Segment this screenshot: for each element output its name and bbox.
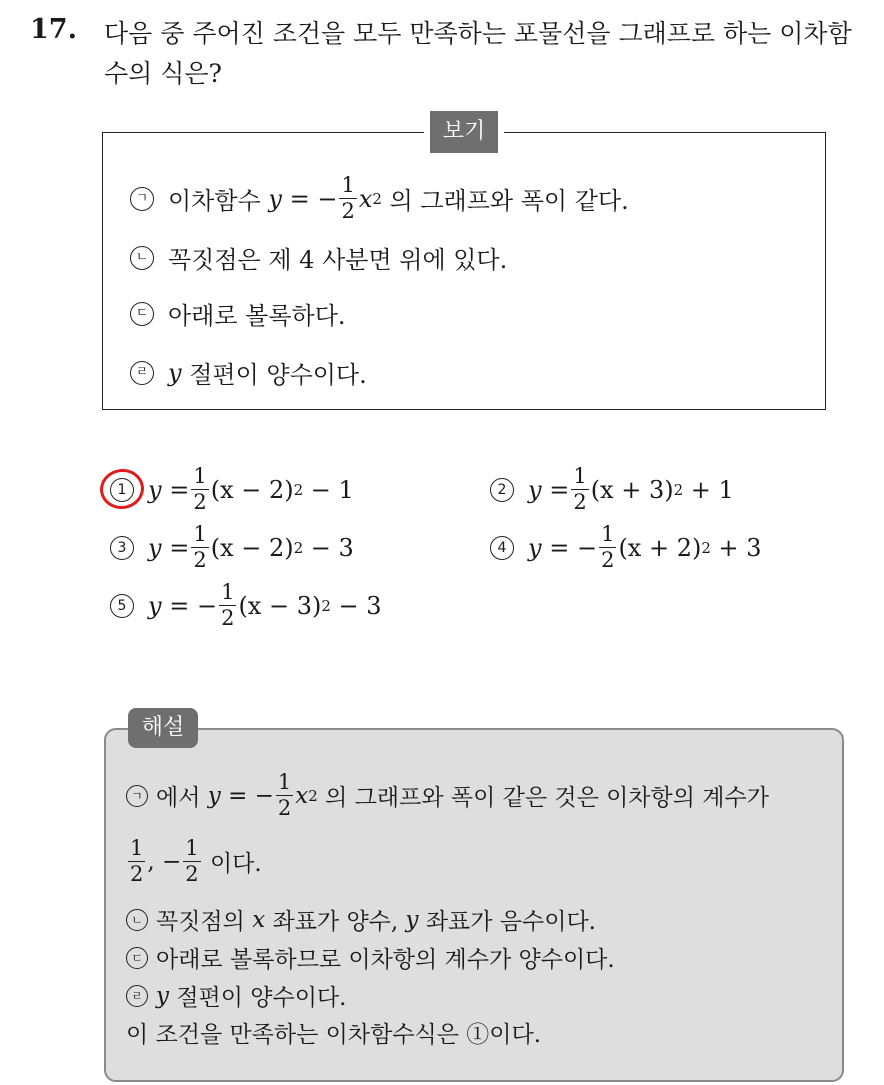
- choice-1-exp: 2: [293, 480, 304, 499]
- fraction-denominator: 2: [341, 199, 355, 223]
- choice-1[interactable]: [110, 466, 354, 513]
- explanation-line-3-c: 좌표가 음수이다.: [425, 909, 596, 935]
- explanation-line-3-x: x: [252, 906, 266, 933]
- explanation-line-2-after: 이다.: [209, 851, 262, 877]
- explanation-line-1-var: y: [207, 782, 221, 809]
- choice-3-paren: (x − 2): [210, 533, 294, 562]
- circle-mark-exp-3: ㄷ: [126, 947, 148, 969]
- fraction-numerator: 1: [193, 464, 207, 488]
- choice-2[interactable]: [490, 466, 734, 513]
- fraction-denominator: 2: [193, 548, 207, 572]
- fraction-denominator: 2: [277, 796, 292, 820]
- fraction-numerator: 1: [185, 836, 199, 860]
- explanation-line-3-y: y: [405, 906, 419, 933]
- condition-1-exp: 2: [372, 189, 382, 208]
- choice-5-eq: = −: [169, 591, 218, 620]
- fraction-denominator: 2: [130, 862, 144, 886]
- condition-1-before: 이차함수: [168, 187, 261, 215]
- choice-2-number: 2: [490, 478, 514, 502]
- choice-5-exp: 2: [321, 596, 331, 615]
- choice-3-fraction: [191, 524, 208, 571]
- circle-mark-exp-2: ㄴ: [126, 909, 148, 931]
- choice-4-eq: = −: [549, 533, 598, 562]
- bogi-title: 보기: [430, 111, 498, 153]
- choice-5-number: 5: [110, 594, 134, 618]
- explanation-line-1-eq: = −: [228, 782, 274, 809]
- explanation-line-5-text: 절편이 양수이다.: [176, 985, 347, 1011]
- circle-mark-exp-1: ㄱ: [126, 785, 148, 807]
- explanation-line-5-var: y: [156, 982, 169, 1009]
- choice-4-exp: 2: [701, 538, 711, 557]
- explanation-line-1-before: 에서: [156, 785, 201, 811]
- choice-3-exp: 2: [293, 538, 304, 557]
- choice-5-y: y: [148, 591, 162, 620]
- explanation-line-3-b: 좌표가 양수,: [272, 909, 399, 935]
- choice-4[interactable]: [490, 524, 762, 571]
- fraction-numerator: 1: [277, 770, 292, 794]
- choice-1-eq: =: [169, 475, 190, 504]
- explanation-line-2-fraction-2: [183, 838, 200, 885]
- explanation-line-1: [126, 772, 769, 819]
- choice-2-eq: =: [549, 475, 570, 504]
- condition-3: [130, 296, 346, 331]
- question-number: 17.: [30, 14, 77, 45]
- condition-4-text: 절편이 양수이다.: [189, 361, 367, 389]
- choice-1-number: 1: [110, 478, 134, 502]
- explanation-line-6-text: 이 조건을 만족하는 이차함수식은 ①이다.: [126, 1022, 542, 1048]
- choice-3-y: y: [148, 533, 162, 562]
- choice-4-fraction: [599, 524, 616, 571]
- condition-1-x: x: [358, 184, 373, 213]
- explanation-line-1-exp: 2: [308, 786, 318, 805]
- choice-2-y: y: [528, 475, 542, 504]
- explanation-line-5: [126, 979, 346, 1012]
- explanation-line-6: [126, 1016, 541, 1049]
- choice-1-fraction: [191, 466, 208, 513]
- circle-mark-4: ㄹ: [130, 361, 154, 385]
- condition-2: [130, 240, 507, 275]
- choice-5[interactable]: [110, 582, 382, 629]
- explanation-line-1-x: x: [295, 782, 309, 809]
- choice-4-paren: (x + 2): [618, 533, 702, 562]
- fraction-numerator: 1: [573, 464, 587, 488]
- choice-2-rest: + 1: [690, 475, 734, 504]
- condition-1-fraction: [339, 175, 356, 222]
- explanation-line-2-sep: , −: [147, 848, 182, 875]
- choice-4-rest: + 3: [718, 533, 762, 562]
- choice-1-y: y: [148, 475, 162, 504]
- question-text: 다음 중 주어진 조건을 모두 만족하는 포물선을 그래프로 하는 이차함수의 식은?: [104, 19, 852, 88]
- fraction-numerator: 1: [130, 836, 144, 860]
- fraction-denominator: 2: [193, 490, 207, 514]
- condition-1-after: 의 그래프와 폭이 같다.: [389, 187, 629, 215]
- explanation-line-2: [126, 838, 262, 885]
- explanation-line-1-after: 의 그래프와 폭이 같은 것은 이차항의 계수가: [325, 785, 769, 811]
- choice-2-exp: 2: [673, 480, 684, 499]
- condition-1-var: y: [268, 184, 282, 213]
- choice-3[interactable]: [110, 524, 354, 571]
- circle-mark-3: ㄷ: [130, 302, 154, 326]
- choice-3-eq: =: [169, 533, 190, 562]
- choice-4-y: y: [528, 533, 542, 562]
- fraction-numerator: 1: [341, 173, 355, 197]
- choice-5-paren: (x − 3): [238, 591, 322, 620]
- fraction-denominator: 2: [573, 490, 587, 514]
- choice-3-number: 3: [110, 536, 134, 560]
- fraction-numerator: 1: [601, 522, 615, 546]
- choice-1-rest: − 1: [310, 475, 354, 504]
- explanation-line-3: [126, 903, 596, 936]
- choice-4-number: 4: [490, 536, 514, 560]
- explanation-line-3-a: 꼭짓점의: [156, 909, 245, 935]
- condition-4-var: y: [168, 358, 182, 387]
- circle-mark-2: ㄴ: [130, 246, 154, 270]
- condition-2-text: 꼭짓점은 제 4 사분면 위에 있다.: [168, 246, 508, 274]
- fraction-denominator: 2: [185, 862, 199, 886]
- circle-mark-1: ㄱ: [130, 187, 154, 211]
- explanation-line-4-text: 아래로 볼록하므로 이차항의 계수가 양수이다.: [156, 947, 615, 973]
- choice-5-fraction: [219, 582, 236, 629]
- fraction-numerator: 1: [221, 580, 235, 604]
- choice-2-fraction: [571, 466, 588, 513]
- explanation-title: 해설: [128, 708, 198, 748]
- choice-3-rest: − 3: [310, 533, 354, 562]
- condition-1-eq: = −: [289, 184, 338, 213]
- explanation-line-2-fraction-1: [128, 838, 145, 885]
- condition-3-text: 아래로 볼록하다.: [168, 302, 346, 330]
- fraction-denominator: 2: [221, 606, 235, 630]
- circle-mark-exp-4: ㄹ: [126, 985, 148, 1007]
- explanation-line-1-fraction: [276, 772, 293, 819]
- choice-2-paren: (x + 3): [590, 475, 674, 504]
- condition-4: [130, 355, 367, 390]
- choice-1-paren: (x − 2): [210, 475, 294, 504]
- condition-1: [130, 175, 629, 222]
- choice-5-rest: − 3: [338, 591, 382, 620]
- fraction-denominator: 2: [601, 548, 615, 572]
- fraction-numerator: 1: [193, 522, 207, 546]
- explanation-line-4: [126, 941, 615, 974]
